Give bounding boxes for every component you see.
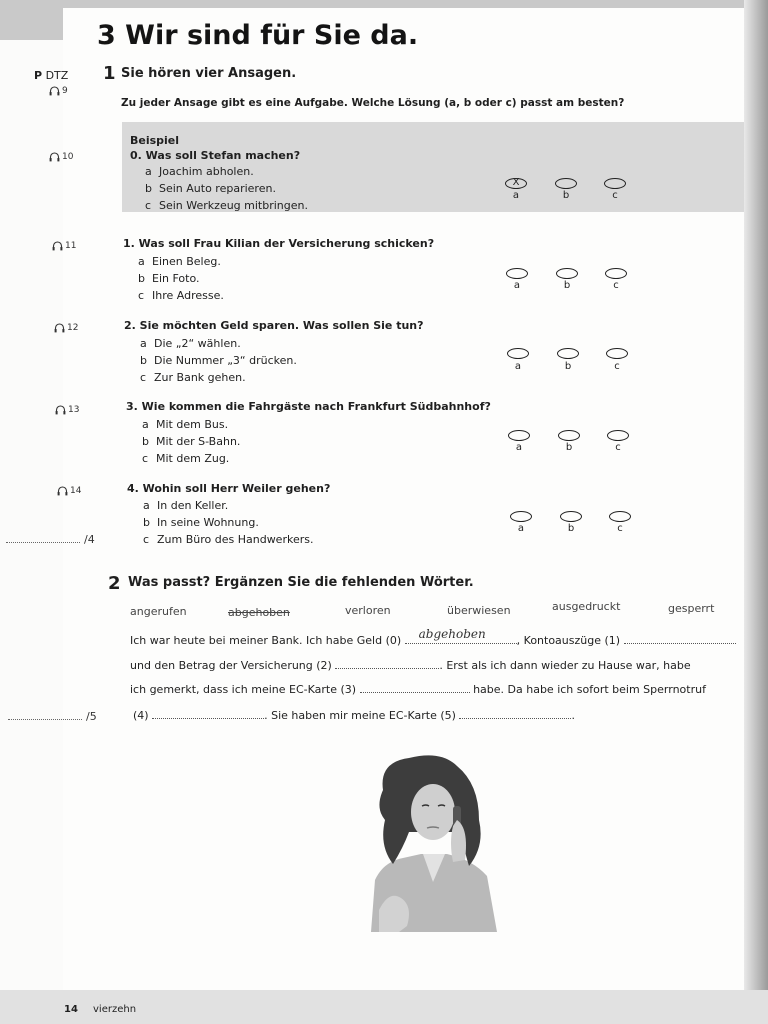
cloze-line-4: (4) . Sie haben mir meine EC-Karte (5) . [133,709,575,722]
word-6: gesperrt [668,602,715,615]
answer-circle-b[interactable] [557,348,579,359]
section-1-score: /4 [6,533,95,546]
section-2-heading: Was passt? Ergänzen Sie die fehlenden Wörter. [128,575,474,590]
book-gutter-shadow [744,0,768,1024]
answer-label-a: a [513,280,521,291]
answer-circle-a[interactable] [508,430,530,441]
option-c: c Zur Bank gehen. [140,371,246,384]
question-4: 4. Wohin soll Herr Weiler gehen? [127,482,331,495]
option-c: c Zum Büro des Handwerkers. [143,533,314,546]
page-number-word: vierzehn [93,1004,137,1015]
audio-track-14 [57,486,81,496]
answer-circle-b[interactable] [558,430,580,441]
answer-circle-a[interactable] [507,348,529,359]
answer-label-a: a [517,523,525,534]
answer-circle-c[interactable] [606,348,628,359]
answer-label-c: c [617,523,623,534]
page-number: 14 [64,1004,78,1015]
word-2-crossed: abgehoben [228,606,290,619]
answer-label-b: b [564,361,572,372]
score-field[interactable] [6,542,80,543]
answer-circle-c[interactable] [609,511,631,522]
answer-label-b: b [567,523,575,534]
question-3-options [142,416,240,467]
headphones-icon [49,86,60,96]
gap-5[interactable] [459,708,571,719]
gap-3[interactable] [360,682,470,693]
option-a: a Mit dem Bus. [142,418,229,431]
question-2: 2. Sie möchten Geld sparen. Was sollen Sie tun? [124,319,424,332]
question-1-options [138,253,224,304]
option-b: b In seine Wohnung. [143,516,259,529]
answer-label-b: b [563,280,571,291]
headphones-icon [54,323,65,333]
audio-track-13 [55,405,79,415]
answer-label-c: c [615,442,621,453]
track-number: 12 [67,323,79,333]
audio-track-12 [54,323,78,333]
question-4-options [143,497,313,548]
track-number: 14 [70,486,82,496]
answer-label-c: c [614,361,620,372]
score-field[interactable] [8,719,82,720]
answer-circle-b[interactable] [555,178,577,189]
option-c: c Mit dem Zug. [142,452,230,465]
gap-2[interactable] [335,658,439,669]
exam-tag [34,69,68,82]
headphones-icon [52,241,63,251]
cloze-line-1: Ich war heute bei meiner Bank. Ich habe Geld (0) abgehoben , Kontoauszüge (1) [130,633,736,647]
gap-4[interactable] [152,708,264,719]
headphones-icon [49,152,60,162]
headphones-icon [55,405,66,415]
section-1-heading: Sie hören vier Ansagen. [121,66,297,81]
woman-on-phone-photo [361,750,506,932]
section-1-number: 1 [103,63,116,84]
example-question: 0. Was soll Stefan machen? [130,149,301,162]
word-5: ausgedruckt [552,600,621,613]
answer-circle-b[interactable] [560,511,582,522]
audio-track-11 [52,241,76,251]
option-b: b Sein Auto reparieren. [145,182,276,195]
answer-label-c: c [612,190,618,201]
section-1-instruction: Zu jeder Ansage gibt es eine Aufgabe. Welche Lösung (a, b oder c) passt am besten? [121,97,625,109]
option-b: b Die Nummer „3“ drücken. [140,354,297,367]
answer-circle-c[interactable] [604,178,626,189]
track-number: 13 [68,405,80,415]
answer-label-b: b [565,442,573,453]
option-c: c Sein Werkzeug mitbringen. [145,199,308,212]
answer-circle-b[interactable] [556,268,578,279]
example-options [145,163,308,214]
audio-track-10 [49,152,73,162]
track-number: 10 [62,152,74,162]
option-a: a Joachim abholen. [145,165,254,178]
section-2-score: /5 [8,710,97,723]
answer-circle-a[interactable] [510,511,532,522]
option-c: c Ihre Adresse. [138,289,224,302]
word-3: verloren [345,604,391,617]
audio-track-9 [49,86,68,96]
word-4: überwiesen [447,604,511,617]
example-label: Beispiel [130,134,180,147]
headphones-icon [57,486,68,496]
answer-label-b: b [562,190,570,201]
track-number: 9 [62,86,68,96]
exam-name: DTZ [45,69,69,82]
exam-prefix: P [34,69,43,82]
answer-label-a: a [512,190,520,201]
gap-0 [405,627,517,644]
answer-label-c: c [613,280,619,291]
cloze-line-2: und den Betrag der Versicherung (2) . Erst als ich dann wieder zu Hause war, habe [130,659,691,672]
option-b: b Mit der S-Bahn. [142,435,241,448]
option-a: a Einen Beleg. [138,255,221,268]
section-2-number: 2 [108,573,121,594]
answer-circle-a[interactable] [506,268,528,279]
cloze-line-3: ich gemerkt, dass ich meine EC-Karte (3) habe. Da habe ich sofort beim Sperrnotruf [130,683,706,696]
page-title: 3 Wir sind für Sie da. [97,20,419,51]
question-2-options [140,335,297,386]
answer-label-a: a [514,361,522,372]
question-1: 1. Was soll Frau Kilian der Versicherung schicken? [123,237,435,250]
word-1: angerufen [130,605,187,618]
option-a: a In den Keller. [143,499,229,512]
option-a: a Die „2“ wählen. [140,337,241,350]
handwritten-answer: abgehoben [418,627,486,641]
option-b: b Ein Foto. [138,272,200,285]
track-number: 11 [65,241,77,251]
answer-circle-c[interactable] [607,430,629,441]
answer-label-a: a [515,442,523,453]
gap-1[interactable] [624,633,736,644]
answer-circle-c[interactable] [605,268,627,279]
question-3: 3. Wie kommen die Fahrgäste nach Frankfurt Südbahnhof? [126,400,491,413]
cross-mark: X [512,177,520,188]
